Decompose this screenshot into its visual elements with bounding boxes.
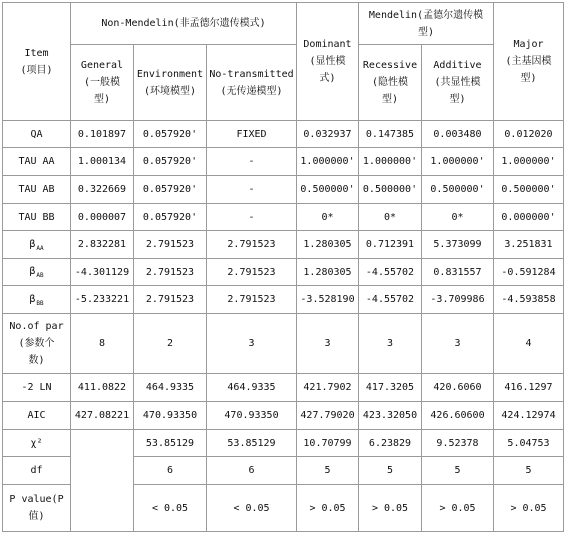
header-general <box>71 45 134 121</box>
header-dominant-cn1: (显性模 <box>309 56 346 67</box>
row-label <box>3 231 71 259</box>
cell-dominant: 3 <box>297 314 359 374</box>
cell-no-transmitted: FIXED <box>207 121 297 148</box>
header-no-transmitted-cn: (无传递模型) <box>220 85 283 97</box>
table-row-tau-ab <box>3 176 564 204</box>
cell-no-transmitted: < 0.05 <box>207 485 297 532</box>
cell-recessive: > 0.05 <box>359 485 422 532</box>
table-row-no-of-par <box>3 314 564 374</box>
header-major-en: Major <box>513 39 544 50</box>
table-row-tau-aa <box>3 148 564 176</box>
header-recessive-cn1: (隐性模 <box>371 77 409 88</box>
row-label: -2 LN <box>3 374 71 402</box>
header-recessive-en: Recessive <box>362 60 418 71</box>
header-mendelin-l1: Mendelin(孟德尔遗传模 <box>368 9 484 21</box>
cell-recessive: 0.500000' <box>359 176 422 204</box>
header-additive-cn1: (共显性模 <box>434 77 481 88</box>
cell-environment: 0.057920' <box>134 121 207 148</box>
header-general-cn1: (一般模 <box>83 77 121 88</box>
row-label: χ² <box>3 430 71 457</box>
cell-additive: 420.6060 <box>422 374 494 402</box>
cell-additive: 0* <box>422 204 494 231</box>
cell-recessive: 423.32050 <box>359 402 422 430</box>
cell-environment: 470.93350 <box>134 402 207 430</box>
cell-environment: 2.791523 <box>134 259 207 286</box>
cell-major: 5.04753 <box>494 430 564 457</box>
header-additive-en: Additive <box>433 60 482 71</box>
cell-no-transmitted: 2.791523 <box>207 259 297 286</box>
row-label: TAU BB <box>3 204 71 231</box>
header-major-cn1: (主基因模 <box>505 56 552 67</box>
cell-additive: 426.60600 <box>422 402 494 430</box>
cell-recessive: -4.55702 <box>359 286 422 314</box>
cell-additive: > 0.05 <box>422 485 494 532</box>
header-no-transmitted <box>207 45 297 121</box>
cell-recessive: 0.712391 <box>359 231 422 259</box>
table-row-beta-bb <box>3 286 564 314</box>
header-mendelin <box>359 3 494 45</box>
cell-major: 424.12974 <box>494 402 564 430</box>
cell-additive: 3 <box>422 314 494 374</box>
table-row-tau-bb <box>3 204 564 231</box>
cell-general: 427.08221 <box>71 402 134 430</box>
header-major <box>494 3 564 121</box>
header-general-cn2: 型) <box>93 94 111 105</box>
cell-major: -0.591284 <box>494 259 564 286</box>
cell-dominant: 1.280305 <box>297 231 359 259</box>
header-recessive <box>359 45 422 121</box>
cell-dominant: > 0.05 <box>297 485 359 532</box>
cell-environment: 0.057920' <box>134 204 207 231</box>
cell-environment: < 0.05 <box>134 485 207 532</box>
cell-no-transmitted: - <box>207 204 297 231</box>
cell-dominant: 5 <box>297 457 359 485</box>
cell-no-transmitted: 53.85129 <box>207 430 297 457</box>
cell-no-transmitted: - <box>207 176 297 204</box>
cell-recessive: 5 <box>359 457 422 485</box>
header-environment <box>134 45 207 121</box>
header-additive-cn2: 型) <box>449 94 466 105</box>
cell-additive: 0.831557 <box>422 259 494 286</box>
header-dominant <box>297 3 359 121</box>
cell-general: 0.101897 <box>71 121 134 148</box>
row-label <box>3 286 71 314</box>
cell-environment: 53.85129 <box>134 430 207 457</box>
row-label: QA <box>3 121 71 148</box>
cell-environment: 0.057920' <box>134 148 207 176</box>
header-dominant-en: Dominant <box>303 39 352 50</box>
header-item-cn: (项目) <box>20 64 53 76</box>
cell-dominant: -3.528190 <box>297 286 359 314</box>
cell-additive: 5.373099 <box>422 231 494 259</box>
cell-environment: 2.791523 <box>134 231 207 259</box>
beta-subscript: AA <box>36 244 44 252</box>
cell-general: 0.000007 <box>71 204 134 231</box>
row-label <box>3 259 71 286</box>
cell-no-transmitted: 6 <box>207 457 297 485</box>
no-of-par-cn1: (参数个 <box>18 338 55 349</box>
cell-dominant: 10.70799 <box>297 430 359 457</box>
cell-dominant: 0* <box>297 204 359 231</box>
row-label <box>3 314 71 374</box>
cell-major: > 0.05 <box>494 485 564 532</box>
cell-recessive: 6.23829 <box>359 430 422 457</box>
table-row-qa <box>3 121 564 148</box>
cell-additive: 0.003480 <box>422 121 494 148</box>
table-row-beta-aa <box>3 231 564 259</box>
header-row-groups <box>3 3 564 45</box>
row-label: TAU AB <box>3 176 71 204</box>
header-mendelin-l2: 型) <box>417 26 435 38</box>
cell-recessive: 3 <box>359 314 422 374</box>
beta-symbol: β <box>29 293 36 305</box>
header-item <box>3 3 71 121</box>
row-label: AIC <box>3 402 71 430</box>
header-major-cn2: 型) <box>520 73 537 84</box>
beta-symbol: β <box>29 238 36 250</box>
beta-symbol: β <box>29 266 36 277</box>
cell-dominant: 1.000000' <box>297 148 359 176</box>
cell-general: 1.000134 <box>71 148 134 176</box>
cell-dominant: 1.280305 <box>297 259 359 286</box>
cell-general: 411.0822 <box>71 374 134 402</box>
cell-dominant: 427.79020 <box>297 402 359 430</box>
cell-no-transmitted: 2.791523 <box>207 286 297 314</box>
cell-recessive: -4.55702 <box>359 259 422 286</box>
cell-additive: 1.000000' <box>422 148 494 176</box>
cell-additive: -3.709986 <box>422 286 494 314</box>
header-environment-en: Environment <box>136 68 204 80</box>
cell-major: 416.1297 <box>494 374 564 402</box>
no-of-par-en: No.of par <box>9 321 64 332</box>
header-general-en: General <box>80 60 124 71</box>
cell-general: 2.832281 <box>71 231 134 259</box>
header-additive <box>422 45 494 121</box>
cell-general: -4.301129 <box>71 259 134 286</box>
beta-subscript: AB <box>36 272 44 279</box>
table-row-chi2 <box>3 430 564 457</box>
cell-additive: 0.500000' <box>422 176 494 204</box>
header-non-mendelin: Non-Mendelin(非孟德尔遗传模式) <box>71 3 297 45</box>
cell-major: 4 <box>494 314 564 374</box>
cell-additive: 9.52378 <box>422 430 494 457</box>
empty-cell-general <box>71 430 134 532</box>
cell-recessive: 0* <box>359 204 422 231</box>
cell-environment: 2 <box>134 314 207 374</box>
cell-recessive: 417.3205 <box>359 374 422 402</box>
cell-major: 0.000000' <box>494 204 564 231</box>
cell-no-transmitted: 3 <box>207 314 297 374</box>
cell-major: 1.000000' <box>494 148 564 176</box>
header-no-transmitted-en: No-transmitted <box>209 68 294 80</box>
no-of-par-cn2: 数) <box>28 355 45 366</box>
header-environment-cn: (环境模型) <box>143 85 197 97</box>
table-row-neg2ln <box>3 374 564 402</box>
cell-dominant: 0.500000' <box>297 176 359 204</box>
beta-subscript: BB <box>36 299 44 307</box>
row-label <box>3 485 71 532</box>
cell-general: -5.233221 <box>71 286 134 314</box>
cell-no-transmitted: 464.9335 <box>207 374 297 402</box>
p-value-cn: 值) <box>28 511 45 522</box>
p-value-en: P value(P <box>9 494 64 505</box>
cell-recessive: 0.147385 <box>359 121 422 148</box>
cell-environment: 2.791523 <box>134 286 207 314</box>
header-item-en: Item <box>24 47 49 59</box>
cell-recessive: 1.000000' <box>359 148 422 176</box>
cell-environment: 6 <box>134 457 207 485</box>
model-comparison-table <box>2 2 564 532</box>
header-recessive-cn2: 型) <box>381 94 399 105</box>
cell-no-transmitted: - <box>207 148 297 176</box>
cell-environment: 464.9335 <box>134 374 207 402</box>
cell-general: 8 <box>71 314 134 374</box>
table-row-beta-ab <box>3 259 564 286</box>
header-row-models <box>3 45 564 121</box>
cell-dominant: 421.7902 <box>297 374 359 402</box>
row-label: TAU AA <box>3 148 71 176</box>
cell-major: 0.500000' <box>494 176 564 204</box>
cell-major: 5 <box>494 457 564 485</box>
cell-major: 3.251831 <box>494 231 564 259</box>
cell-no-transmitted: 470.93350 <box>207 402 297 430</box>
cell-environment: 0.057920' <box>134 176 207 204</box>
cell-dominant: 0.032937 <box>297 121 359 148</box>
row-label: df <box>3 457 71 485</box>
cell-general: 0.322669 <box>71 176 134 204</box>
cell-major: -4.593858 <box>494 286 564 314</box>
table-row-aic <box>3 402 564 430</box>
cell-no-transmitted: 2.791523 <box>207 231 297 259</box>
cell-additive: 5 <box>422 457 494 485</box>
header-dominant-cn2: 式) <box>319 73 336 84</box>
cell-major: 0.012020 <box>494 121 564 148</box>
